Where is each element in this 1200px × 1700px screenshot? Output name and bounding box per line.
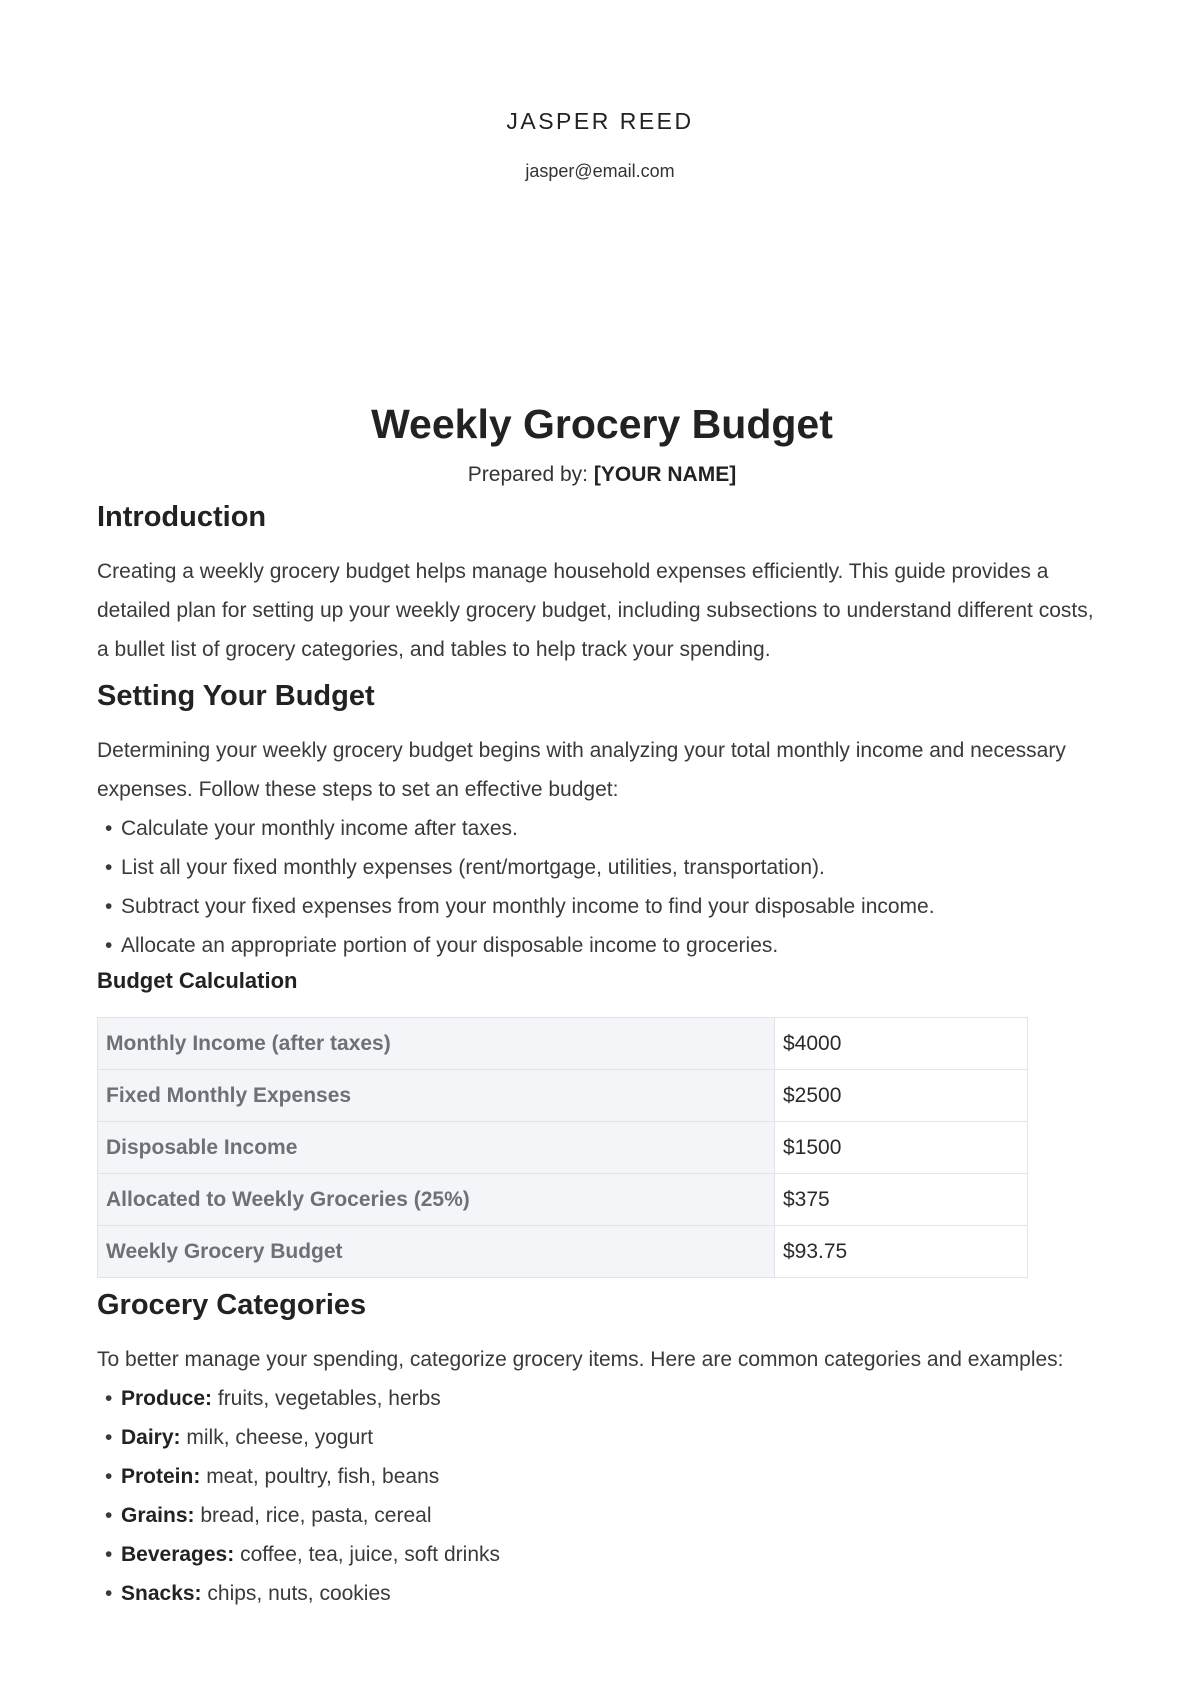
list-item	[97, 1418, 1107, 1457]
category-examples: milk, cheese, yogurt	[186, 1426, 374, 1449]
row-label: Allocated to Weekly Groceries (25%)	[98, 1174, 775, 1226]
category-name: Dairy:	[121, 1426, 181, 1449]
list-item: • List all your fixed monthly expenses (rent/mortgage, utilities, transportation).	[97, 848, 1107, 887]
table-row	[98, 1070, 1028, 1122]
list-item: • Calculate your monthly income after taxes.	[97, 809, 1107, 848]
list-item	[97, 1457, 1107, 1496]
prepared-by	[97, 460, 1107, 490]
budget-calculation-heading: Budget Calculation	[97, 968, 298, 993]
list-item	[97, 1535, 1107, 1574]
category-name: Snacks:	[121, 1582, 202, 1605]
table-row	[98, 1226, 1028, 1278]
category-name: Grains:	[121, 1504, 195, 1527]
budget-steps-list	[97, 809, 1107, 965]
list-item: • Allocate an appropriate portion of your disposable income to groceries.	[97, 926, 1107, 965]
categories-list	[97, 1379, 1107, 1613]
row-label: Weekly Grocery Budget	[98, 1226, 775, 1278]
prepared-by-value: [YOUR NAME]	[593, 463, 737, 486]
row-value: $375	[775, 1174, 1028, 1226]
list-item	[97, 1496, 1107, 1535]
document-title: Weekly Grocery Budget	[371, 401, 833, 447]
category-name: Beverages:	[121, 1543, 235, 1566]
category-examples: meat, poultry, fish, beans	[206, 1465, 440, 1488]
category-examples: bread, rice, pasta, cereal	[200, 1504, 432, 1527]
category-examples: fruits, vegetables, herbs	[217, 1387, 441, 1410]
category-examples: coffee, tea, juice, soft drinks	[240, 1543, 500, 1566]
row-value: $1500	[775, 1122, 1028, 1174]
list-item	[97, 1379, 1107, 1418]
row-value: $4000	[775, 1018, 1028, 1070]
category-examples: chips, nuts, cookies	[207, 1582, 391, 1605]
categories-heading: Grocery Categories	[97, 1289, 367, 1321]
list-item	[97, 1574, 1107, 1613]
list-item: • Subtract your fixed expenses from your monthly income to find your disposable income.	[97, 887, 1107, 926]
row-value: $93.75	[775, 1226, 1028, 1278]
table-row	[98, 1174, 1028, 1226]
setting-heading: Setting Your Budget	[97, 680, 375, 712]
document-body	[97, 396, 1107, 1613]
category-name: Protein:	[121, 1465, 201, 1488]
row-label: Disposable Income	[98, 1122, 775, 1174]
category-name: Produce:	[121, 1387, 213, 1410]
row-label: Monthly Income (after taxes)	[98, 1018, 775, 1070]
intro-text: Creating a weekly grocery budget helps manage household expenses efficiently. This guide provides a detailed plan for setting up your weekly grocery budget, including subsections to understand different costs, a bullet list of grocery categories, and tables to help track your spending.	[97, 560, 1094, 661]
table-row	[98, 1122, 1028, 1174]
setting-text: Determining your weekly grocery budget begins with analyzing your total monthly income and necessary expenses. Follow these steps to set an effective budget:	[97, 739, 1066, 801]
row-label: Fixed Monthly Expenses	[98, 1070, 775, 1122]
budget-calculation-table	[97, 1017, 1028, 1278]
table-row	[98, 1018, 1028, 1070]
categories-text: To better manage your spending, categorize grocery items. Here are common categories and examples:	[97, 1348, 1064, 1371]
prepared-by-label: Prepared by:	[467, 463, 589, 486]
row-value: $2500	[775, 1070, 1028, 1122]
author-email: jasper@email.com	[525, 161, 675, 181]
intro-heading: Introduction	[97, 501, 267, 533]
author-name: JASPER REED	[506, 108, 694, 134]
